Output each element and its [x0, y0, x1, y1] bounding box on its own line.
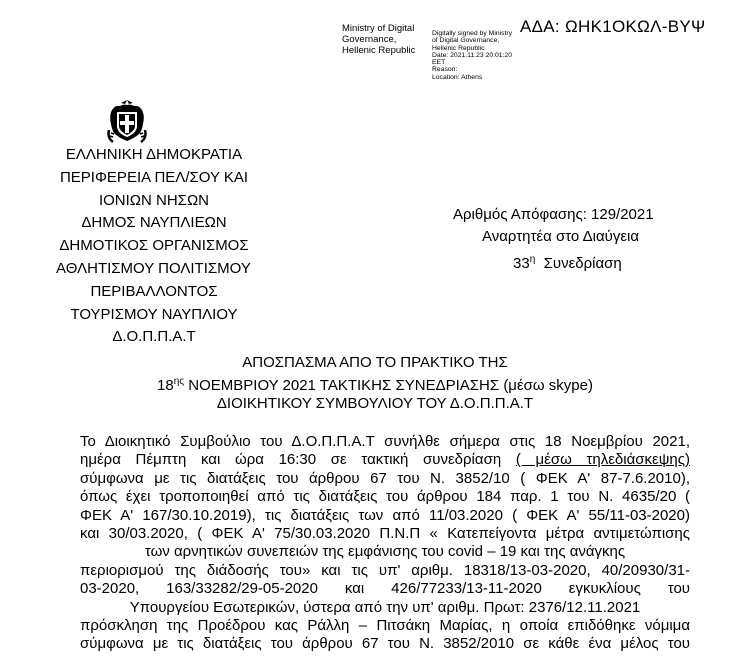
title-line-3: ΔΙΟΙΚΗΤΙΚΟΥ ΣΥΜΒΟΥΛΙΟΥ ΤΟΥ Δ.Ο.Π.Π.Α.Τ — [216, 395, 534, 412]
decision-posting: Αναρτητέα στο Διαύγεια — [482, 228, 640, 246]
title-line-2-rest: ΝΟΕΜΒΡΙΟΥ 2021 ΤΑΚΤΙΚΗΣ ΣΥΝΕΔΡΙΑΣΗΣ (μέσω skype) — [184, 376, 593, 394]
session-superscript: η — [529, 253, 536, 265]
body-line: σύμφωνα με τις διατάξεις του άρθρου 67 του Ν. 3852/10 ( ΦΕΚ Α' 87-7.6.2010), — [80, 469, 690, 487]
session-number: 33 — [513, 254, 530, 272]
body-line: πρόσκληση της Προέδρου κας Ράλλη – Πιτσάκη Μαρίας, η οποία επιδόθηκε νόμιμα — [80, 617, 690, 635]
signature-detail-line: Digitally signed by Ministry — [432, 30, 513, 37]
title-line-1: ΑΠΟΣΠΑΣΜΑ ΑΠΟ ΤΟ ΠΡΑΚΤΙΚΟ ΤΗΣ — [242, 354, 508, 371]
decision-session — [450, 249, 690, 275]
signature-detail-line: Date: 2021.11.23 20:01:20 — [432, 51, 512, 59]
signer-line: Hellenic Republic — [342, 45, 416, 56]
issuer-header — [30, 144, 278, 349]
title-line-2 — [0, 373, 750, 396]
issuer-line: ΤΟΥΡΙΣΜΟΥ ΝΑΥΠΛΙΟΥ — [70, 305, 238, 323]
document-title — [0, 354, 750, 414]
signature-signer — [342, 23, 415, 56]
body-line: των αρνητικών συνεπειών της εμφάνισης του covid – 19 και της ανάγκης — [144, 543, 626, 561]
issuer-line: ΔΗΜΟΤΙΚΟΣ ΟΡΓΑΝΙΣΜΟΣ — [59, 237, 249, 255]
document-body — [80, 433, 690, 654]
title-day-superscript: ης — [173, 375, 185, 387]
signature-details — [432, 30, 512, 81]
issuer-line: ΠΕΡΙΒΑΛΛΟΝΤΟΣ — [90, 282, 218, 300]
issuer-line: Δ.Ο.Π.Π.Α.Τ — [112, 328, 196, 346]
issuer-line: ΑΘΛΗΤΙΣΜΟΥ ΠΟΛΙΤΙΣΜΟΥ — [56, 259, 251, 277]
signature-detail-line: Hellenic Republic — [432, 44, 485, 52]
issuer-line: ΕΛΛΗΝΙΚΗ ΔΗΜΟΚΡΑΤΙΑ — [65, 146, 243, 163]
issuer-line: ΔΗΜΟΣ ΝΑΥΠΛΙΕΩΝ — [81, 214, 227, 232]
decision-number: Αριθμός Απόφασης: 129/2021 — [453, 206, 654, 223]
session-word: Συνεδρίαση — [543, 254, 622, 272]
teleconference-note: ( μέσω τηλεδιάσκεψης) — [515, 451, 690, 469]
body-text: ημέρα Πέμπτη και ώρα 16:30 σε τακτική συνεδρίαση — [80, 451, 502, 469]
body-line: όπως έχει τροποποιηθεί από τις διατάξεις του άρθρου 184 παρ. 1 του Ν. 4635/20 ( — [80, 488, 690, 506]
decision-info — [450, 204, 690, 275]
signature-detail-line: EET — [432, 59, 446, 67]
body-line: σύμφωνα με τις διατάξεις του άρθρου 67 του Ν. 3852/2010 σε κάθε ένα μέλος του — [80, 635, 690, 653]
signer-line: Ministry of Digital — [342, 23, 415, 34]
body-line: Το Διοικητικό Συμβούλιο του Δ.Ο.Π.Π.Α.Τ συνήλθε σήμερα στις 18 Νοεμβρίου 2021, — [80, 433, 690, 450]
body-line: Υπουργείου Εσωτερικών, ύστερα από την υπ' αριθμ. Πρωτ: 2376/12.11.2021 — [129, 598, 641, 616]
body-line — [80, 451, 690, 469]
body-line: ΦΕΚ Α' 167/30.10.2019), τις διατάξεις των από 11/03.2020 ( ΦΕΚ Α' 55/11-03-2020) — [80, 506, 690, 524]
title-day: 18 — [157, 376, 174, 394]
greek-coat-of-arms-icon — [105, 98, 149, 146]
signature-detail-line: of Digital Governance, — [432, 37, 500, 45]
body-line: περιορισμού της διάδοσής του» και τις υπ' αριθμ. 18318/13-03-2020, 40/20930/31- — [80, 561, 690, 579]
signature-detail-line: Reason: — [432, 66, 458, 74]
signature-detail-line: Location: Athens — [432, 73, 483, 81]
body-line: και 30/03.2020, ( ΦΕΚ Α' 75/30.03.2020 Π.Ν.Π « Κατεπείγοντα μέτρα αντιμετώπισης — [80, 525, 690, 543]
ada-code: ΑΔΑ: ΩΗΚ1ΟΚΩΛ-ΒΥΨ — [520, 17, 706, 36]
issuer-line: ΠΕΡΙΦΕΡΕΙΑ ΠΕΛ/ΣΟΥ ΚΑΙ — [59, 168, 249, 186]
body-line: 03-2020, 163/33282/29-05-2020 και 426/77233/13-11-2020 εγκυκλίους του — [80, 580, 690, 598]
issuer-line: ΙΟΝΙΩΝ ΝΗΣΩΝ — [98, 191, 210, 209]
signer-line: Governance, — [342, 34, 397, 45]
